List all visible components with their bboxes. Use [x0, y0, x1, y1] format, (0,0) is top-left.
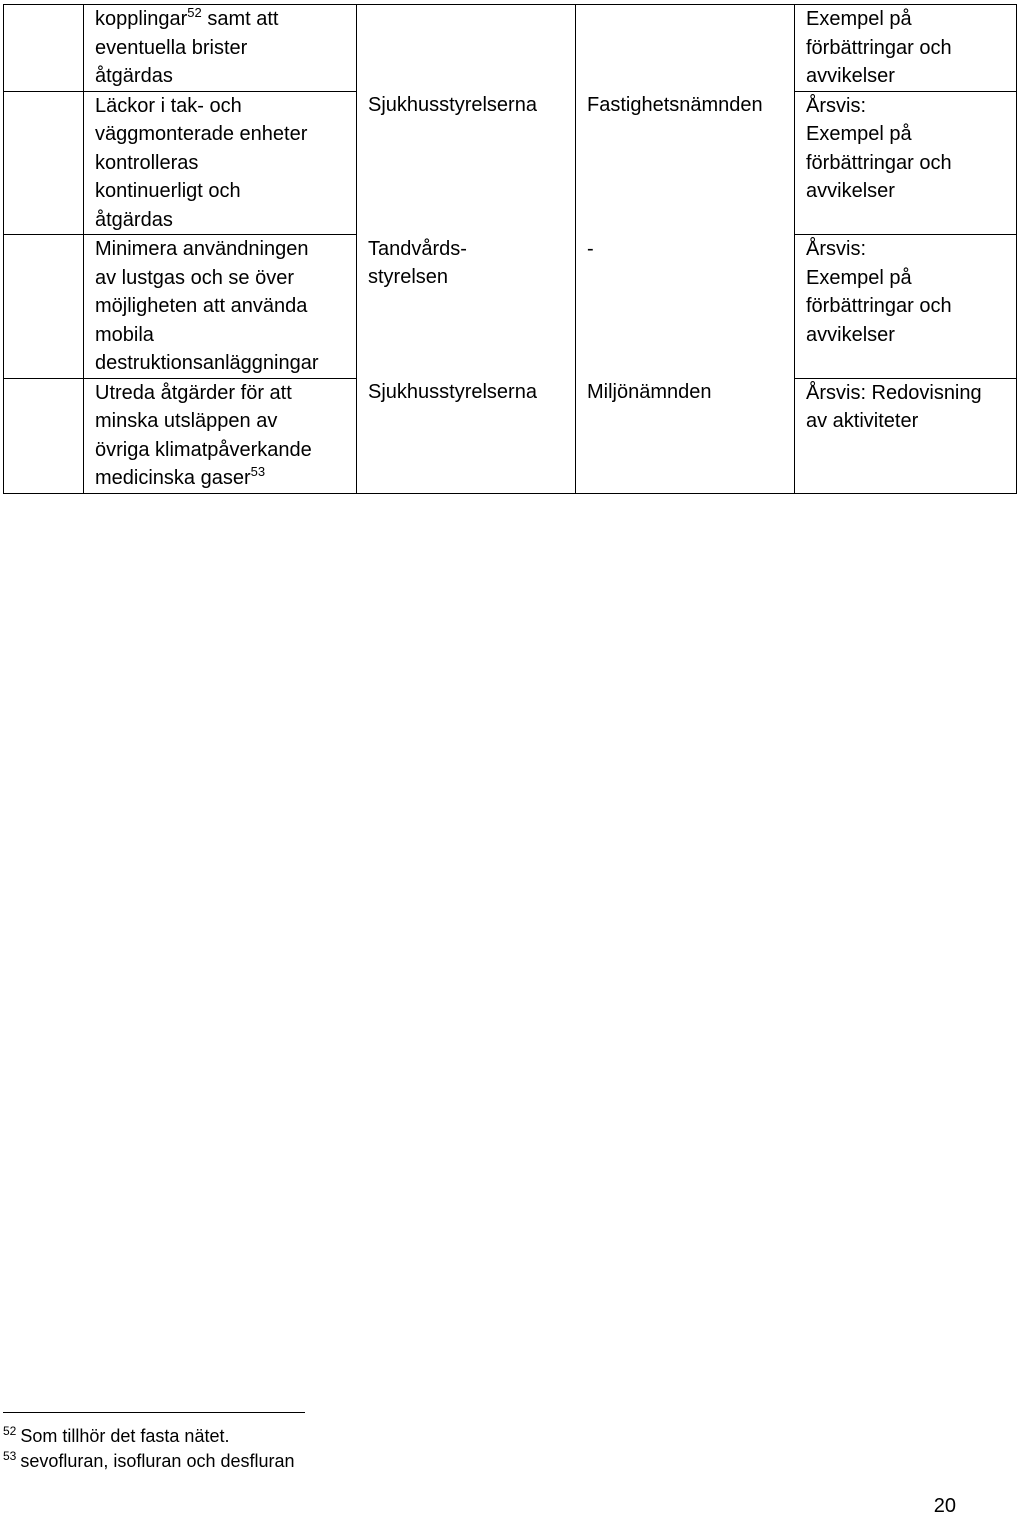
- cell-text: av lustgas och se över: [95, 266, 294, 289]
- cell-text: Årsvis: Redovisning: [806, 381, 982, 404]
- cell-text: Exempel på: [806, 8, 912, 30]
- cell-text: Sjukhusstyrelserna: [368, 94, 537, 116]
- cell-text: möjligheten att använda: [95, 295, 308, 317]
- cell-text: kontrolleras: [95, 151, 199, 174]
- cell-text: Årsvis:: [806, 238, 866, 260]
- table-cell-responsible: [357, 235, 576, 379]
- table-cell-partner: [576, 91, 795, 235]
- footnote-ref[interactable]: 52: [187, 5, 202, 20]
- footnote-53: [3, 1449, 295, 1474]
- cell-text: medicinska gaser: [95, 467, 251, 489]
- cell-text: kontinuerligt och: [95, 180, 241, 202]
- table-cell-blank: [4, 5, 84, 92]
- table-cell-partner: [576, 5, 795, 92]
- table-cell-blank: [4, 378, 84, 493]
- cell-text: mobila: [95, 323, 154, 346]
- table-cell-partner: [576, 378, 795, 493]
- cell-text: övriga klimatpåverkande: [95, 438, 312, 461]
- cell-text: avvikelser: [806, 180, 895, 202]
- cell-text: Utreda åtgärder för att: [95, 381, 292, 404]
- cell-text: åtgärdas: [95, 65, 173, 87]
- cell-text: Miljönämnden: [587, 381, 712, 403]
- footnotes: [3, 1424, 295, 1474]
- table-cell-followup: [795, 378, 1017, 493]
- cell-text: Exempel på: [806, 123, 912, 145]
- table-cell-responsible: [357, 5, 576, 92]
- table-row: [4, 91, 1017, 235]
- table-cell-measure: [84, 91, 357, 235]
- cell-text: Exempel på: [806, 266, 912, 289]
- cell-text: destruktionsanläggningar: [95, 352, 319, 374]
- table-cell-blank: [4, 235, 84, 379]
- cell-text: förbättringar och: [806, 36, 952, 59]
- footnote-ref[interactable]: 53: [250, 464, 266, 479]
- table-row: [4, 378, 1017, 493]
- table-cell-responsible: [357, 378, 576, 493]
- cell-text: avvikelser: [806, 323, 895, 346]
- cell-text: eventuella brister: [95, 36, 248, 59]
- table-cell-measure: [84, 5, 357, 92]
- cell-text: väggmonterade enheter: [95, 123, 308, 145]
- cell-text: åtgärdas: [95, 208, 173, 231]
- cell-text: Årsvis:: [806, 94, 866, 117]
- cell-text: avvikelser: [806, 65, 895, 87]
- table-row: [4, 5, 1017, 92]
- table-cell-partner: [576, 235, 795, 379]
- table-cell-responsible: [357, 91, 576, 235]
- footnote-number: 52: [3, 1424, 17, 1438]
- cell-text: Läckor i tak- och: [95, 94, 242, 117]
- table-cell-measure: [84, 378, 357, 493]
- footnote-text: sevofluran, isofluran och desfluran: [20, 1451, 295, 1471]
- table-cell-followup: [795, 5, 1017, 92]
- table-cell-measure: [84, 235, 357, 379]
- cell-text: Sjukhusstyrelserna: [368, 381, 537, 403]
- cell-text: styrelsen: [368, 266, 449, 288]
- footnote-text: Som tillhör det fasta nätet.: [20, 1426, 230, 1446]
- measures-table: [3, 4, 1017, 494]
- footnote-52: [3, 1424, 295, 1449]
- cell-text: kopplingar: [95, 8, 188, 30]
- table-cell-blank: [4, 91, 84, 235]
- cell-text: förbättringar och: [806, 151, 952, 174]
- page-number: 20: [933, 1495, 956, 1517]
- table-cell-followup: [795, 235, 1017, 379]
- footnote-number: 53: [3, 1449, 17, 1463]
- table-cell-followup: [795, 91, 1017, 235]
- cell-text: samt att: [207, 8, 279, 30]
- table-row: [4, 235, 1017, 379]
- cell-text: Fastighetsnämnden: [587, 94, 763, 116]
- footnote-separator: [3, 1412, 305, 1413]
- cell-text: minska utsläppen av: [95, 410, 278, 432]
- cell-text: av aktiviteter: [806, 410, 919, 432]
- cell-text: Tandvårds-: [368, 237, 467, 260]
- cell-text: Minimera användningen: [95, 238, 309, 260]
- cell-text: -: [587, 237, 594, 260]
- cell-text: förbättringar och: [806, 295, 952, 317]
